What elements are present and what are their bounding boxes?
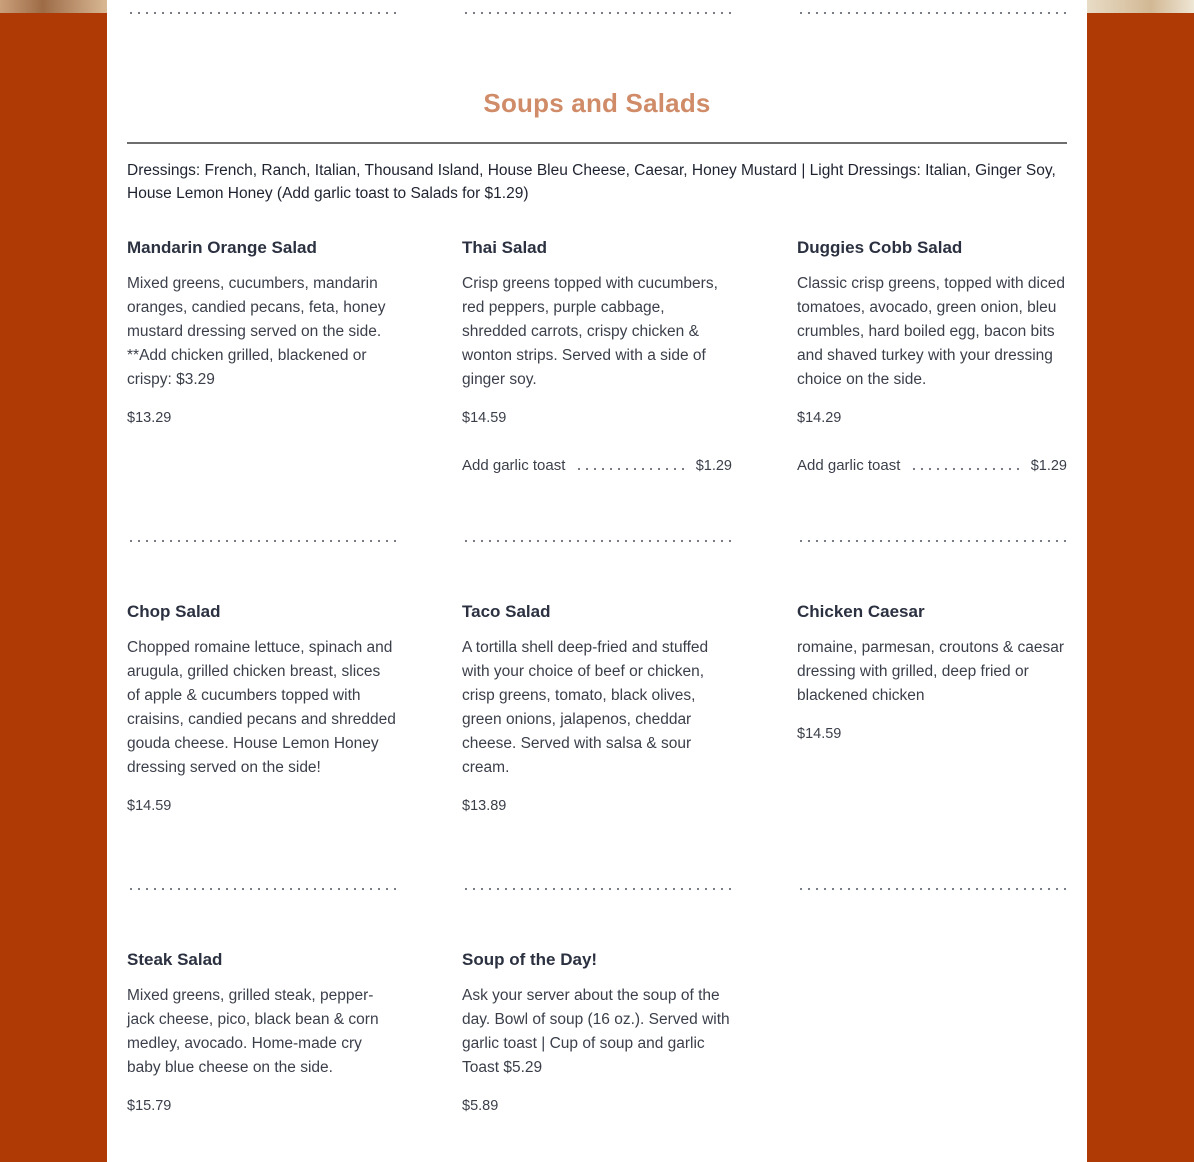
item-price: $15.79 [127,1098,172,1114]
item-description: Chopped romaine lettuce, spinach and arugula, grilled chicken breast, slices of apple & cucumbers topped with craisins, candied pecans and shredded gouda cheese. House Lemon Honey dressing served on the side! [127,639,396,776]
menu-item-mandarin-orange-salad [127,238,397,427]
section-divider [127,142,1067,144]
item-price: $14.29 [797,410,842,426]
menu-item-chop-salad [127,602,397,815]
item-description: Mixed greens, cucumbers, mandarin oranges, candied pecans, feta, honey mustard dressing served on the side. **Add chicken grilled, blackened or crispy: $3.29 [127,275,386,388]
menu-panel [107,0,1087,1162]
item-name: Chop Salad [127,602,221,621]
separator-dots [127,887,397,891]
addon-row [797,457,1067,474]
item-price: $13.29 [127,410,172,426]
addon-leader-dots [575,467,685,471]
addon-price: $1.29 [1030,457,1067,474]
background-image-left [0,0,107,13]
section-title: Soups and Salads [483,88,711,118]
addon-label: Add garlic toast [462,457,566,474]
addon-label: Add garlic toast [797,457,901,474]
item-description: Classic crisp greens, topped with diced tomatoes, avocado, green onion, bleu crumbles, hard boiled egg, bacon bits and shaved turkey with your dressing choice on the side. [797,275,1065,388]
item-name: Chicken Caesar [797,602,925,621]
item-name: Duggies Cobb Salad [797,238,963,257]
item-name: Steak Salad [127,950,223,969]
item-description: A tortilla shell deep-fried and stuffed with your choice of beef or chicken, crisp greens, tomato, black olives, green onions, jalapenos, cheddar cheese. Served with salsa & sour cream. [462,639,709,776]
background-image-right [1087,0,1194,13]
item-name: Thai Salad [462,238,548,257]
item-price: $14.59 [462,410,507,426]
separator-dots [127,11,397,15]
separator-dots [462,11,732,15]
dressings-note: Dressings: French, Ranch, Italian, Thousand Island, House Bleu Cheese, Caesar, Honey Mustard | Light Dressings: Italian, Ginger Soy, House Lemon Honey (Add garlic toast to Salads for $1.29) [127,162,1056,202]
separator-dots [797,11,1067,15]
item-description: Mixed greens, grilled steak, pepper-jack cheese, pico, black bean & corn medley, avocado. Home-made cry baby blue cheese on the side. [127,987,379,1076]
item-name: Mandarin Orange Salad [127,238,317,257]
menu-item-thai-salad [462,238,732,474]
separator-dots [462,887,732,891]
item-price: $14.59 [127,798,172,814]
separator-dots [797,539,1067,543]
item-price: $14.59 [797,726,842,742]
separator-dots [127,539,397,543]
item-description: Crisp greens topped with cucumbers, red peppers, purple cabbage, shredded carrots, crispy chicken & wonton strips. Served with a side of ginger soy. [462,275,718,388]
item-price: $13.89 [462,798,507,814]
addon-price: $1.29 [695,457,732,474]
item-price: $5.89 [462,1098,499,1114]
menu-item-soup-of-the-day [462,950,732,1115]
menu-item-duggies-cobb-salad [797,238,1067,474]
item-name: Taco Salad [462,602,551,621]
menu-item-taco-salad [462,602,732,815]
item-name: Soup of the Day! [462,950,598,969]
menu-item-steak-salad [127,950,397,1115]
addon-row [462,457,732,474]
item-description: Ask your server about the soup of the day. Bowl of soup (16 oz.). Served with garlic toast | Cup of soup and garlic Toast $5.29 [462,987,730,1076]
separator-dots [797,887,1067,891]
addon-leader-dots [910,467,1020,471]
menu-item-chicken-caesar [797,602,1067,743]
item-description: romaine, parmesan, croutons & caesar dressing with grilled, deep fried or blackened chicken [797,639,1065,704]
separator-dots [462,539,732,543]
